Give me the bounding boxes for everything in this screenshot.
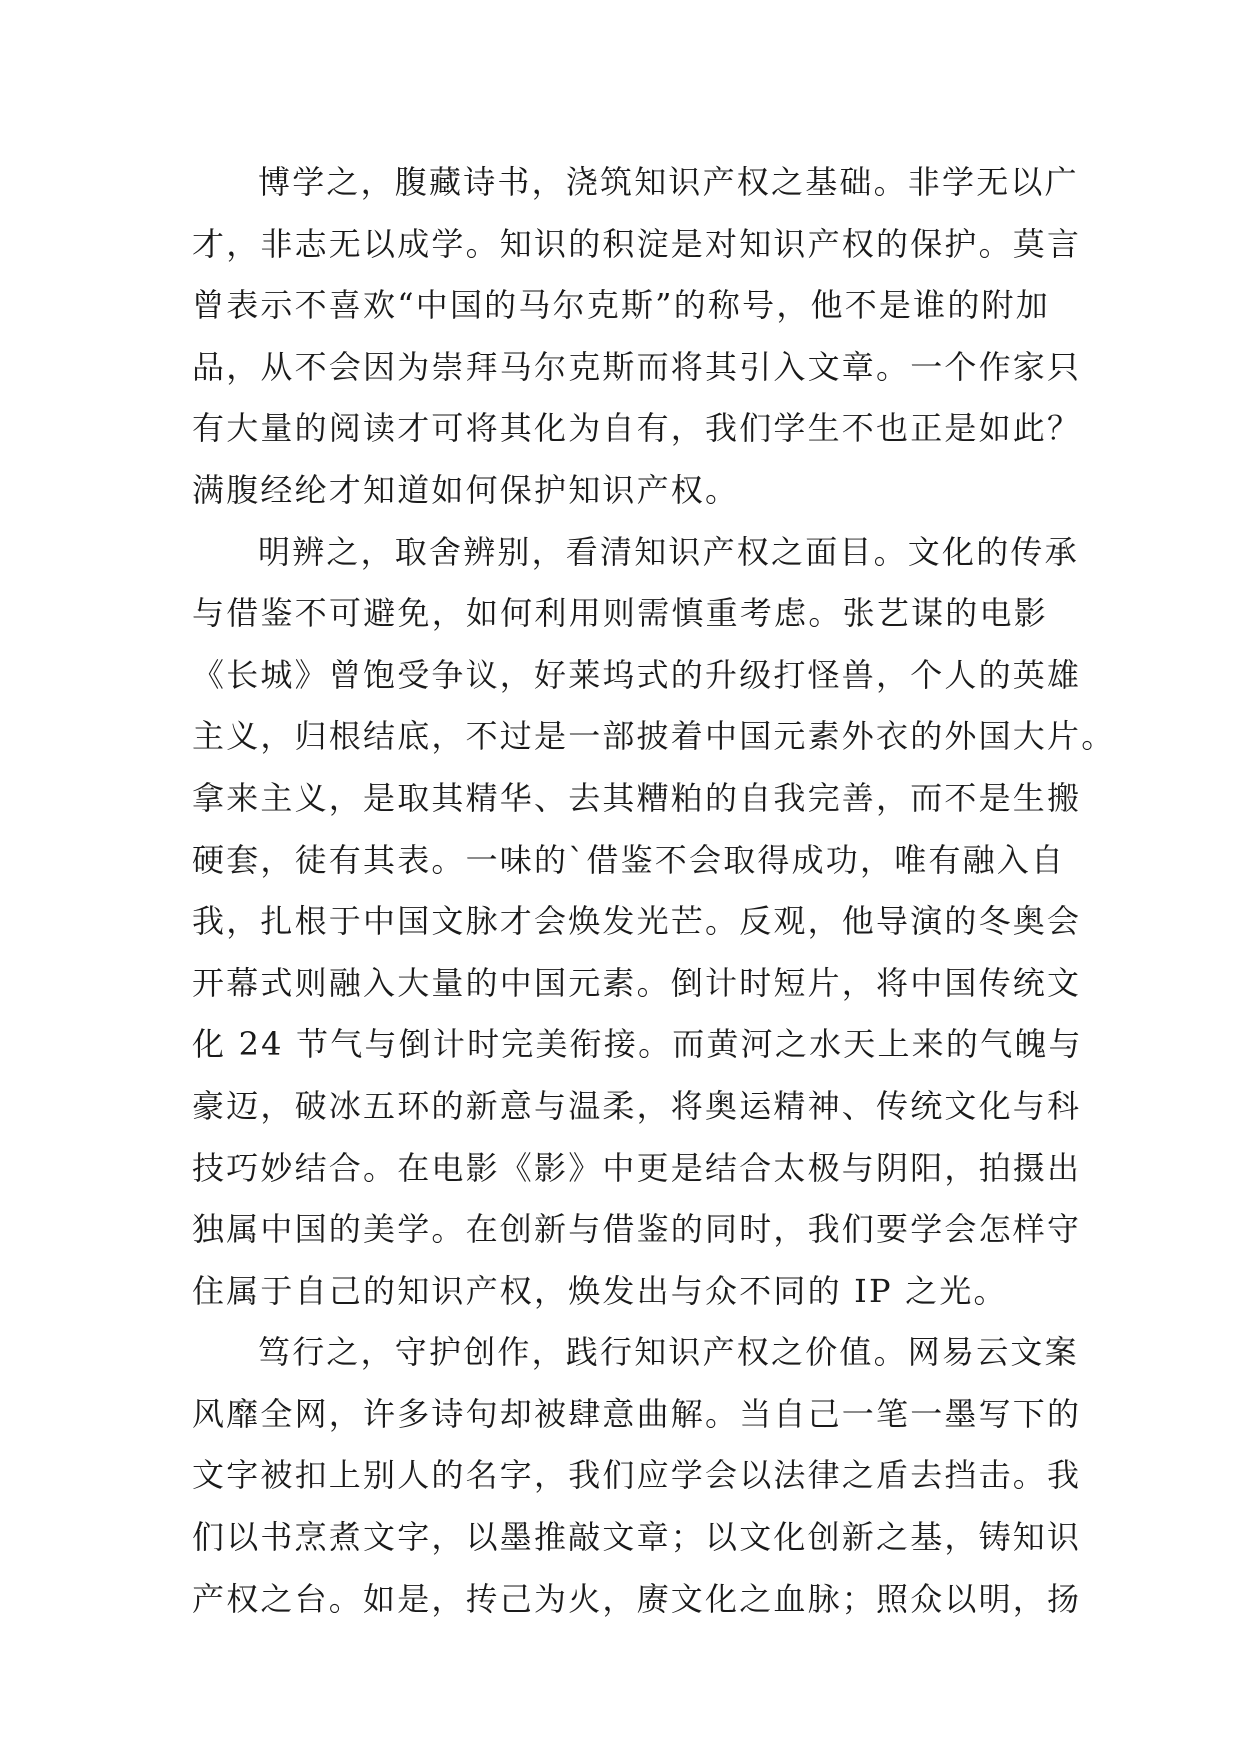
paragraph [192,1322,1082,1630]
essay-body [192,152,1116,1630]
text-line: 住属于自己的知识产权，焕发出与众不同的 IP 之光。 [192,1271,1008,1310]
paragraph [192,522,1116,1323]
text-line: 拿来主义，是取其精华、去其糟粕的自我完善，而不是生搬 [192,778,1082,817]
text-line: 化 24 节气与倒计时完美衔接。而黄河之水天上来的气魄与 [192,1025,1083,1064]
text-line: 与借鉴不可避免，如何利用则需慎重考虑。张艺谋的电影 [192,594,1048,633]
text-line: 博学之，腹藏诗书，浇筑知识产权之基础。非学无以广 [258,163,1079,201]
text-line: 开幕式则融入大量的中国元素。倒计时短片，将中国传统文 [192,963,1082,1002]
text-line: 《长城》曾饱受争议，好莱坞式的升级打怪兽，个人的英雄 [192,655,1082,694]
text-line: 们以书烹煮文字，以墨推敲文章；以文化创新之基，铸知识 [192,1518,1082,1557]
text-line: 笃行之，守护创作，践行知识产权之价值。网易云文案 [258,1333,1079,1372]
text-line: 产权之台。如是，抟己为火，赓文化之血脉；照众以明，扬 [192,1579,1082,1618]
text-line: 主义，归根结底，不过是一部披着中国元素外衣的外国大片。 [192,717,1116,756]
text-line: 我，扎根于中国文脉才会焕发光芒。反观，他导演的冬奥会 [192,902,1082,941]
text-line: 明辨之，取舍辨别，看清知识产权之面目。文化的传承 [258,532,1079,571]
paragraph [192,152,1082,522]
text-line: 才，非志无以成学。知识的积淀是对知识产权的保护。莫言 [192,224,1082,263]
text-line: 文字被扣上别人的名字，我们应学会以法律之盾去挡击。我 [192,1456,1082,1495]
text-line: 曾表示不喜欢“中国的马尔克斯”的称号，他不是谁的附加 [192,286,1050,325]
text-line: 有大量的阅读才可将其化为自有，我们学生不也正是如此？ [192,409,1082,448]
text-line: 豪迈，破冰五环的新意与温柔，将奥运精神、传统文化与科 [192,1086,1082,1125]
text-line: 硬套，徒有其表。一味的`借鉴不会取得成功，唯有融入自 [192,840,1066,879]
text-line: 技巧妙结合。在电影《影》中更是结合太极与阴阳，拍摄出 [192,1148,1082,1187]
text-line: 品，从不会因为崇拜马尔克斯而将其引入文章。一个作家只 [192,347,1082,386]
text-line: 独属中国的美学。在创新与借鉴的同时，我们要学会怎样守 [192,1210,1082,1249]
text-line: 风靡全网，许多诗句却被肆意曲解。当自己一笔一墨写下的 [192,1394,1082,1433]
text-line: 满腹经纶才知道如何保护知识产权。 [192,470,740,509]
